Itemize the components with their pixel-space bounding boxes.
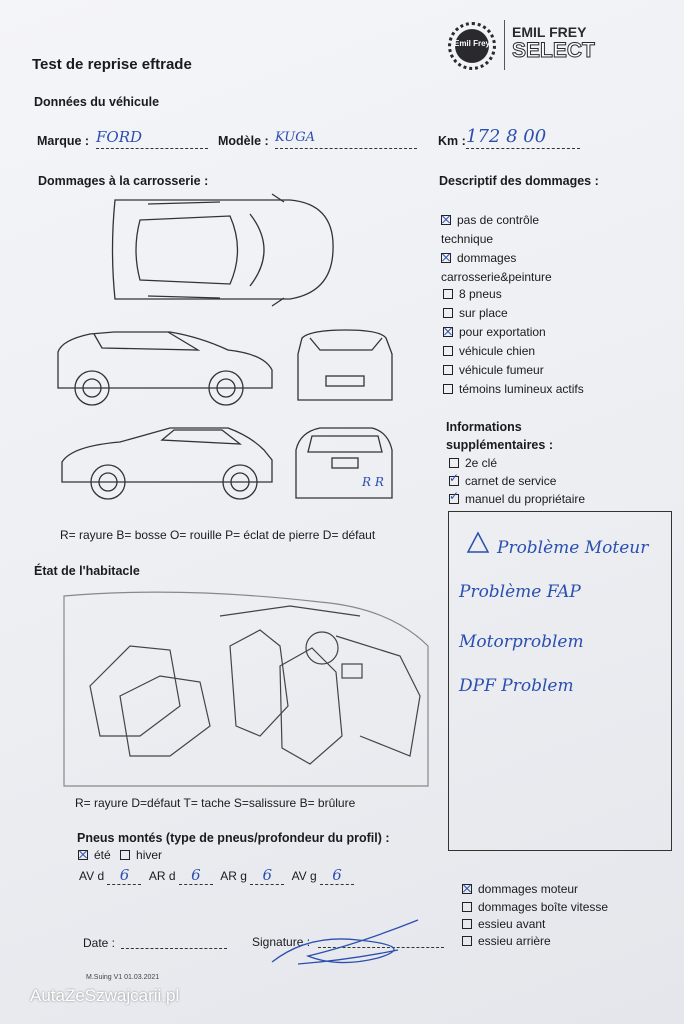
note-line-2: Problème FAP	[459, 582, 581, 602]
damage-item-label-cont: carrosserie&peinture	[441, 270, 552, 284]
checkbox[interactable]	[462, 936, 472, 946]
damage-item-dog-vehicle[interactable]	[443, 344, 535, 358]
ar-g-field[interactable]	[250, 866, 284, 885]
mech-item-label: essieu arrière	[478, 934, 551, 948]
front-seat-left	[230, 630, 288, 736]
brand-value: FORD	[96, 128, 143, 146]
car-side-view-left	[58, 332, 272, 405]
damage-item-8-tires[interactable]	[443, 287, 502, 301]
checkbox[interactable]	[443, 346, 453, 356]
brand-label: Marque :	[37, 134, 90, 148]
ar-d-label: AR d	[148, 869, 176, 883]
car-top-view	[113, 194, 334, 306]
signature-label: Signature :	[252, 935, 311, 949]
car-front-view	[298, 330, 392, 400]
body-damage-legend: R= rayure B= bosse O= rouille P= éclat de pierre D= défaut	[60, 528, 376, 542]
checkbox-checked[interactable]	[462, 884, 472, 894]
ar-d-value: 6	[191, 866, 201, 884]
mech-item-front-axle[interactable]	[462, 917, 545, 931]
checkbox[interactable]	[462, 919, 472, 929]
date-label: Date :	[83, 936, 116, 950]
damage-item-label: pour exportation	[459, 325, 546, 339]
extra-item-owner-manual[interactable]	[449, 492, 585, 506]
note-line-3: Motorproblem	[459, 632, 584, 652]
checkbox-checked[interactable]	[441, 215, 451, 225]
watermark: AutaZeSzwajcarii.pl	[30, 986, 180, 1005]
emil-frey-logo	[448, 20, 606, 72]
notes-box[interactable]	[448, 511, 672, 851]
logo-divider	[504, 20, 505, 70]
mech-item-rear-axle[interactable]	[462, 934, 551, 948]
av-g-value: 6	[332, 866, 342, 884]
damage-item-on-site[interactable]	[443, 306, 508, 320]
extra-info-heading	[446, 418, 553, 454]
rear-damage-marks: R R	[362, 475, 384, 489]
extra-item-service-book[interactable]	[449, 474, 556, 488]
tires-heading: Pneus montés (type de pneus/profondeur du profil) :	[77, 831, 390, 845]
damage-item-label: dommages	[457, 251, 517, 265]
checkbox-checked[interactable]	[449, 494, 459, 504]
handwritten-signature	[268, 914, 428, 970]
mech-item-engine[interactable]	[462, 882, 578, 896]
checkbox[interactable]	[443, 289, 453, 299]
extra-item-label: carnet de service	[465, 474, 557, 488]
extra-item-label: 2e clé	[465, 456, 498, 470]
checkbox-checked[interactable]	[441, 253, 451, 263]
av-g-field[interactable]	[320, 866, 354, 885]
model-field[interactable]	[275, 128, 417, 149]
logo-line-2: SELECT	[512, 39, 595, 62]
damage-item-export[interactable]	[443, 325, 546, 339]
damage-item-label: témoins lumineux actifs	[459, 382, 584, 396]
model-value: KUGA	[275, 130, 315, 145]
checkbox-checked[interactable]	[449, 476, 459, 486]
mech-item-gearbox[interactable]	[462, 900, 608, 914]
extra-info-heading-line-2: supplémentaires :	[446, 438, 553, 452]
brand-field[interactable]	[96, 128, 208, 149]
damage-item-smoker[interactable]	[443, 363, 544, 377]
tire-season-row[interactable]	[78, 848, 162, 862]
front-seat-right	[280, 648, 342, 764]
damage-item-label: sur place	[459, 306, 508, 320]
damage-item-label: pas de contrôle	[457, 213, 540, 227]
roof-line	[220, 606, 360, 616]
winter-label: hiver	[136, 848, 163, 862]
ar-g-label: AR g	[220, 869, 247, 883]
damage-item-no-inspection[interactable]	[441, 211, 539, 249]
warning-triangle-icon	[465, 530, 491, 554]
logo-line-1: EMIL FREY	[512, 24, 587, 40]
center-console-screen	[342, 664, 362, 678]
checkbox[interactable]	[462, 902, 472, 912]
av-d-field[interactable]	[107, 866, 141, 885]
car-side-view-right	[62, 428, 272, 499]
gear-emblem-icon	[448, 22, 496, 70]
logo-emblem-text: Emil Frey	[453, 39, 490, 48]
body-damage-heading: Dommages à la carrosserie :	[38, 174, 209, 188]
vehicle-data-heading: Données du véhicule	[34, 95, 160, 109]
damage-item-label: 8 pneus	[459, 287, 502, 301]
page-title: Test de reprise eftrade	[32, 56, 192, 73]
note-line-4: DPF Problem	[459, 676, 574, 696]
interior-heading: État de l'habitacle	[34, 564, 140, 578]
av-d-value: 6	[119, 866, 130, 884]
summer-label: été	[94, 848, 111, 862]
damage-item-body-paint[interactable]	[441, 249, 552, 287]
av-d-label: AV d	[79, 869, 105, 883]
car-diagrams[interactable]	[50, 192, 410, 512]
tire-depth-row	[79, 866, 354, 885]
dashboard	[336, 636, 420, 756]
ar-d-field[interactable]	[179, 866, 213, 885]
date-field[interactable]	[121, 934, 227, 949]
checkbox-checked[interactable]	[443, 327, 453, 337]
checkbox-checked[interactable]	[78, 850, 88, 860]
km-value: 172 8 00	[466, 126, 547, 147]
checkbox[interactable]	[443, 384, 453, 394]
damage-item-label-cont: technique	[441, 232, 494, 246]
km-field[interactable]	[466, 126, 580, 149]
note-line-1: Problème Moteur	[497, 538, 649, 558]
mech-item-label: essieu avant	[478, 917, 546, 931]
checkbox[interactable]	[443, 365, 453, 375]
checkbox[interactable]	[443, 308, 453, 318]
mech-item-label: dommages moteur	[478, 882, 579, 896]
extra-item-second-key[interactable]	[449, 456, 497, 470]
ar-g-value: 6	[262, 866, 272, 884]
av-g-label: AV g	[291, 869, 317, 883]
checkbox[interactable]	[449, 458, 459, 468]
interior-legend: R= rayure D=défaut T= tache S=salissure B= brûlure	[75, 796, 356, 810]
damage-item-warning-lights[interactable]	[443, 382, 584, 396]
rear-seat-left	[90, 646, 180, 736]
damage-item-label: véhicule chien	[459, 344, 536, 358]
checkbox[interactable]	[120, 850, 130, 860]
mech-item-label: dommages boîte vitesse	[478, 900, 609, 914]
rear-seat-middle	[120, 676, 210, 756]
damage-description-heading: Descriptif des dommages :	[439, 174, 599, 188]
extra-item-label: manuel du propriétaire	[465, 492, 586, 506]
form-version: M.Suing V1 01.03.2021	[86, 974, 160, 981]
damage-item-label: véhicule fumeur	[459, 363, 544, 377]
extra-info-heading-line-1: Informations	[446, 420, 522, 434]
model-label: Modèle :	[218, 134, 269, 148]
interior-diagram[interactable]	[60, 586, 432, 792]
km-label: Km :	[438, 134, 466, 148]
